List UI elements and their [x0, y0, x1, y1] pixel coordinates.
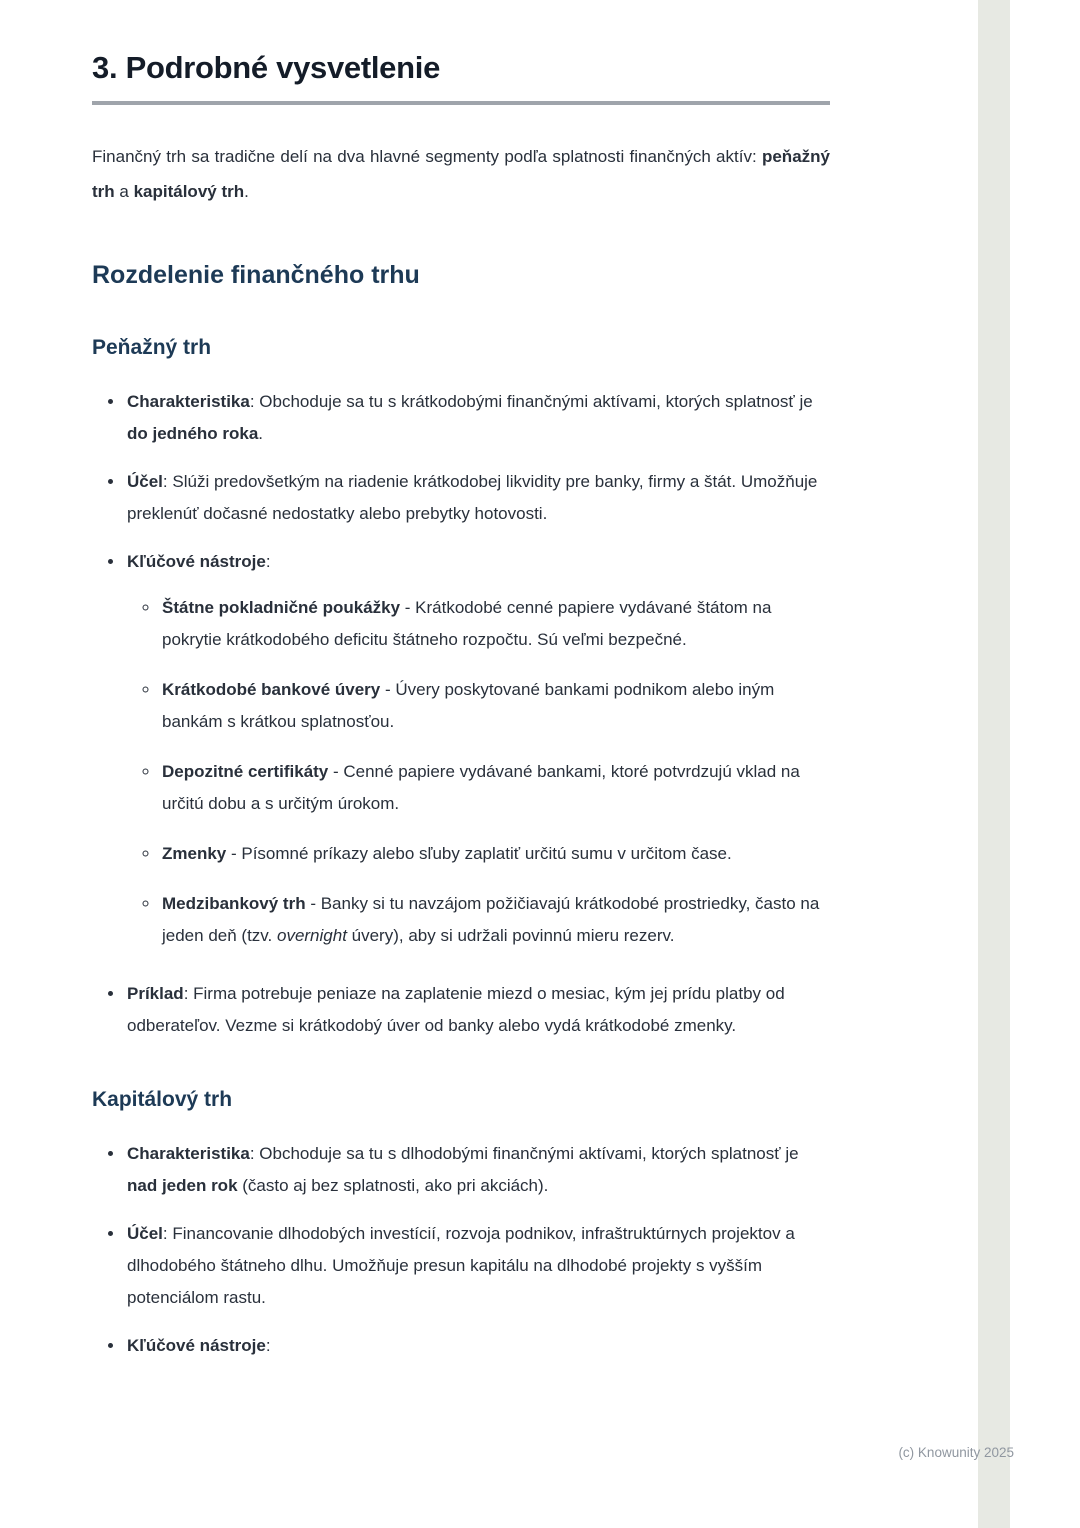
sub-list-item [160, 756, 830, 820]
page-title: 3. Podrobné vysvetlenie [92, 50, 441, 85]
list-item [125, 386, 830, 450]
section-heading: Rozdelenie finančného trhu [92, 261, 420, 289]
list-item-text: Charakteristika: Obchoduje sa tu s dlhodobými finančnými aktívami, ktorých splatnosť je nad jeden rok (často aj bez splatnosti, ako pri akciách). [127, 1144, 799, 1195]
sub-list-item-text: Krátkodobé bankové úvery - Úvery poskytované bankami podnikom alebo iným bankám s krátkou splatnosťou. [162, 680, 775, 731]
title-divider [92, 101, 830, 105]
subsection-heading-money-market: Peňažný trh [92, 336, 212, 359]
key-instruments-sublist [127, 592, 830, 952]
list-item-text: Charakteristika: Obchoduje sa tu s krátkodobými finančnými aktívami, ktorých splatnosť je do jedného roka. [127, 392, 813, 443]
list-item [125, 466, 830, 530]
list-item-text: Účel: Slúži predovšetkým na riadenie krátkodobej likvidity pre banky, firmy a štát. Umožňuje preklenúť dočasné nedostatky alebo prebytky hotovosti. [127, 472, 818, 523]
sub-list-item [160, 592, 830, 656]
capital-market-list [92, 1138, 830, 1362]
sub-list-item-text: Depozitné certifikáty - Cenné papiere vydávané bankami, ktoré potvrdzujú vklad na určitú dobu a s určitým úrokom. [162, 762, 800, 813]
page-edge-strip [978, 0, 1010, 1528]
list-item-text: Kľúčové nástroje: [127, 552, 271, 571]
list-item [125, 978, 830, 1042]
sub-list-item-text: Zmenky - Písomné príkazy alebo sľuby zaplatiť určitú sumu v určitom čase. [162, 844, 732, 863]
sub-list-item-text: Štátne pokladničné poukážky - Krátkodobé cenné papiere vydávané štátom na pokrytie krátkodobého deficitu štátneho rozpočtu. Sú veľmi bezpečné. [162, 598, 772, 649]
subsection-heading-capital-market: Kapitálový trh [92, 1088, 233, 1111]
list-item-text: Kľúčové nástroje: [127, 1336, 271, 1355]
list-item-text: Príklad: Firma potrebuje peniaze na zaplatenie miezd o mesiac, kým jej prídu platby od odberateľov. Vezme si krátkodobý úver od banky alebo vydá krátkodobé zmenky. [127, 984, 785, 1035]
intro-paragraph: Finančný trh sa tradične delí na dva hlavné segmenty podľa splatnosti finančných aktív: peňažný trh a kapitálový trh. [92, 147, 830, 201]
list-item [125, 1218, 830, 1314]
sub-list-item-text: Medzibankový trh - Banky si tu navzájom požičiavajú krátkodobé prostriedky, často na jeden deň (tzv. overnight úvery), aby si udržali povinnú mieru rezerv. [162, 894, 820, 945]
sub-list-item [160, 888, 830, 952]
list-item [125, 546, 830, 952]
money-market-list [92, 386, 830, 1042]
sub-list-item [160, 838, 830, 870]
document-content [92, 50, 830, 1378]
list-item [125, 1138, 830, 1202]
list-item [125, 1330, 830, 1362]
copyright-footer: (c) Knowunity 2025 [898, 1445, 1014, 1460]
list-item-text: Účel: Financovanie dlhodobých investícií, rozvoja podnikov, infraštruktúrnych projektov a dlhodobého štátneho dlhu. Umožňuje presun kapitálu na dlhodobé projekty s vyšším potenciálom rastu. [127, 1224, 795, 1307]
sub-list-item [160, 674, 830, 738]
